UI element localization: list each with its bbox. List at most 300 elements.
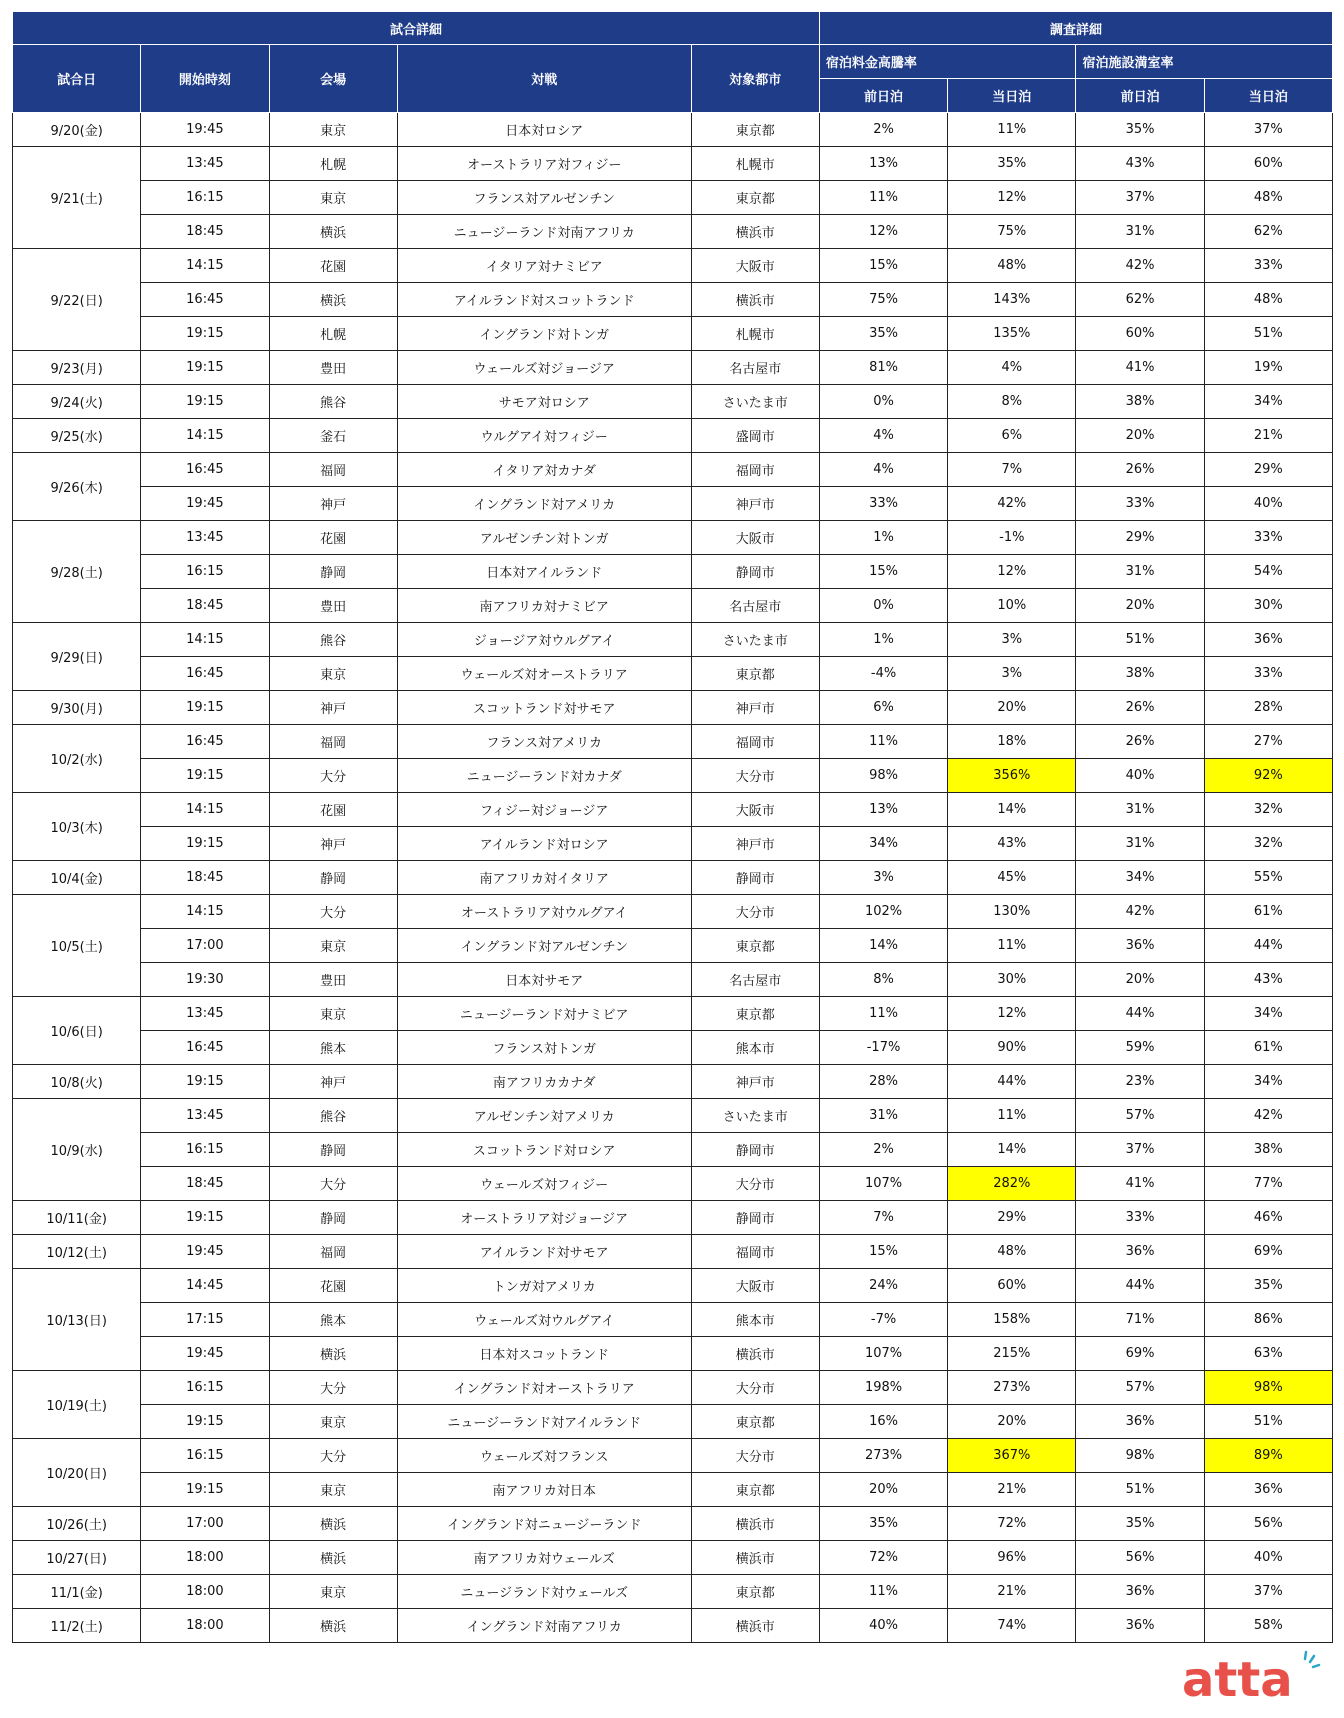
price-prev-cell: 0% [819, 589, 947, 623]
city-cell: 大分市 [691, 1371, 819, 1405]
occupancy-prev-cell: 36% [1076, 1575, 1204, 1609]
venue-cell: 花園 [269, 793, 397, 827]
table-row [13, 1609, 1333, 1643]
city-cell: 大分市 [691, 759, 819, 793]
match-cell: オーストラリア対フィジー [397, 147, 691, 181]
venue-cell: 神戸 [269, 487, 397, 521]
table-row [13, 1031, 1333, 1065]
city-cell: 大阪市 [691, 1269, 819, 1303]
match-cell: アルゼンチン対アメリカ [397, 1099, 691, 1133]
venue-cell: 熊谷 [269, 623, 397, 657]
match-cell: ニュージランド対ウェールズ [397, 1575, 691, 1609]
match-cell: イタリア対ナミビア [397, 249, 691, 283]
match-cell: フランス対トンガ [397, 1031, 691, 1065]
occupancy-same-cell: 37% [1204, 1575, 1332, 1609]
table-row [13, 1371, 1333, 1405]
match-cell: アイルランド対サモア [397, 1235, 691, 1269]
match-cell: 日本対ロシア [397, 113, 691, 147]
occupancy-prev-cell: 43% [1076, 147, 1204, 181]
occupancy-same-cell: 34% [1204, 385, 1332, 419]
occupancy-same-cell: 63% [1204, 1337, 1332, 1371]
occupancy-prev-cell: 42% [1076, 249, 1204, 283]
city-cell: 大阪市 [691, 249, 819, 283]
date-cell: 9/30(月) [13, 691, 141, 725]
start-time-cell: 16:15 [141, 1439, 269, 1473]
venue-cell: 花園 [269, 521, 397, 555]
start-time-cell: 19:15 [141, 1405, 269, 1439]
price-prev-cell: 15% [819, 1235, 947, 1269]
occupancy-same-cell: 21% [1204, 419, 1332, 453]
city-cell: 福岡市 [691, 1235, 819, 1269]
date-cell: 10/3(木) [13, 793, 141, 861]
price-same-cell: 3% [948, 623, 1076, 657]
price-same-cell: 45% [948, 861, 1076, 895]
start-time-cell: 14:15 [141, 623, 269, 657]
price-prev-cell: 31% [819, 1099, 947, 1133]
price-same-cell: 48% [948, 249, 1076, 283]
occupancy-prev-cell: 51% [1076, 1473, 1204, 1507]
city-cell: 神戸市 [691, 487, 819, 521]
price-prev-cell: 11% [819, 725, 947, 759]
price-same-cell: 12% [948, 997, 1076, 1031]
price-same-cell: 158% [948, 1303, 1076, 1337]
occupancy-same-cell: 89% [1204, 1439, 1332, 1473]
venue-cell: 大分 [269, 1439, 397, 1473]
occupancy-prev-cell: 69% [1076, 1337, 1204, 1371]
start-time-cell: 16:15 [141, 181, 269, 215]
occupancy-prev-cell: 60% [1076, 317, 1204, 351]
venue-cell: 東京 [269, 1405, 397, 1439]
price-prev-cell: 12% [819, 215, 947, 249]
city-cell: 神戸市 [691, 691, 819, 725]
table-row [13, 181, 1333, 215]
occupancy-prev-cell: 38% [1076, 657, 1204, 691]
occupancy-prev-cell: 71% [1076, 1303, 1204, 1337]
table-row [13, 725, 1333, 759]
match-cell: ウェールズ対フランス [397, 1439, 691, 1473]
price-prev-cell: 1% [819, 623, 947, 657]
date-cell: 9/24(火) [13, 385, 141, 419]
date-cell: 10/8(火) [13, 1065, 141, 1099]
occupancy-prev-cell: 51% [1076, 623, 1204, 657]
price-prev-cell: 1% [819, 521, 947, 555]
occupancy-prev-cell: 34% [1076, 861, 1204, 895]
col-match: 対戦 [397, 45, 691, 113]
price-same-cell: 215% [948, 1337, 1076, 1371]
occupancy-prev-cell: 42% [1076, 895, 1204, 929]
match-cell: ウェールズ対ウルグアイ [397, 1303, 691, 1337]
date-cell: 10/13(日) [13, 1269, 141, 1371]
city-cell: 大分市 [691, 1167, 819, 1201]
price-same-cell: 12% [948, 181, 1076, 215]
match-cell: 日本対サモア [397, 963, 691, 997]
match-cell: ウェールズ対オーストラリア [397, 657, 691, 691]
occupancy-prev-cell: 35% [1076, 1507, 1204, 1541]
occupancy-same-cell: 60% [1204, 147, 1332, 181]
occupancy-prev-cell: 38% [1076, 385, 1204, 419]
price-same-cell: 12% [948, 555, 1076, 589]
venue-cell: 横浜 [269, 215, 397, 249]
city-cell: 盛岡市 [691, 419, 819, 453]
table-row [13, 1473, 1333, 1507]
price-same-cell: 7% [948, 453, 1076, 487]
start-time-cell: 19:15 [141, 691, 269, 725]
group-price-rate: 宿泊料金高騰率 [819, 45, 1076, 79]
price-prev-cell: 35% [819, 317, 947, 351]
price-prev-cell: 4% [819, 453, 947, 487]
price-prev-cell: 4% [819, 419, 947, 453]
price-prev-cell: -17% [819, 1031, 947, 1065]
occupancy-prev-cell: 31% [1076, 215, 1204, 249]
start-time-cell: 17:00 [141, 1507, 269, 1541]
table-row [13, 317, 1333, 351]
date-cell: 9/21(土) [13, 147, 141, 249]
table-row [13, 1405, 1333, 1439]
occupancy-prev-cell: 33% [1076, 1201, 1204, 1235]
occupancy-same-cell: 58% [1204, 1609, 1332, 1643]
venue-cell: 熊谷 [269, 385, 397, 419]
start-time-cell: 16:45 [141, 283, 269, 317]
price-prev-cell: 2% [819, 113, 947, 147]
venue-cell: 大分 [269, 1167, 397, 1201]
city-cell: 名古屋市 [691, 963, 819, 997]
city-cell: 東京都 [691, 181, 819, 215]
date-cell: 9/25(水) [13, 419, 141, 453]
occupancy-same-cell: 54% [1204, 555, 1332, 589]
col-occupancy-same-night: 当日泊 [1204, 79, 1332, 113]
match-cell: オーストラリア対ジョージア [397, 1201, 691, 1235]
date-cell: 10/20(日) [13, 1439, 141, 1507]
table-row [13, 453, 1333, 487]
occupancy-prev-cell: 41% [1076, 351, 1204, 385]
table-row [13, 623, 1333, 657]
occupancy-same-cell: 33% [1204, 657, 1332, 691]
price-same-cell: 367% [948, 1439, 1076, 1473]
city-cell: 横浜市 [691, 1507, 819, 1541]
venue-cell: 大分 [269, 895, 397, 929]
occupancy-same-cell: 34% [1204, 997, 1332, 1031]
group-occupancy-rate: 宿泊施設満室率 [1076, 45, 1333, 79]
start-time-cell: 16:45 [141, 453, 269, 487]
occupancy-prev-cell: 20% [1076, 589, 1204, 623]
occupancy-prev-cell: 35% [1076, 113, 1204, 147]
start-time-cell: 19:45 [141, 1337, 269, 1371]
occupancy-prev-cell: 33% [1076, 487, 1204, 521]
price-prev-cell: 198% [819, 1371, 947, 1405]
table-row [13, 793, 1333, 827]
venue-cell: 静岡 [269, 1133, 397, 1167]
venue-cell: 静岡 [269, 555, 397, 589]
start-time-cell: 18:45 [141, 861, 269, 895]
occupancy-prev-cell: 20% [1076, 419, 1204, 453]
match-cell: スコットランド対ロシア [397, 1133, 691, 1167]
table-row [13, 249, 1333, 283]
occupancy-same-cell: 28% [1204, 691, 1332, 725]
table-row [13, 929, 1333, 963]
match-cell: イングランド対ニュージーランド [397, 1507, 691, 1541]
price-same-cell: 11% [948, 929, 1076, 963]
price-prev-cell: 107% [819, 1167, 947, 1201]
start-time-cell: 19:45 [141, 113, 269, 147]
match-cell: アルゼンチン対トンガ [397, 521, 691, 555]
occupancy-prev-cell: 31% [1076, 827, 1204, 861]
group-match-details: 試合詳細 [13, 12, 820, 45]
price-prev-cell: 11% [819, 181, 947, 215]
start-time-cell: 18:00 [141, 1541, 269, 1575]
city-cell: 東京都 [691, 997, 819, 1031]
occupancy-prev-cell: 59% [1076, 1031, 1204, 1065]
price-same-cell: 8% [948, 385, 1076, 419]
city-cell: 東京都 [691, 657, 819, 691]
start-time-cell: 14:15 [141, 793, 269, 827]
table-row [13, 147, 1333, 181]
match-cell: イングランド対アルゼンチン [397, 929, 691, 963]
table-body [13, 113, 1333, 1643]
table-row [13, 759, 1333, 793]
price-same-cell: 29% [948, 1201, 1076, 1235]
match-cell: 日本対アイルランド [397, 555, 691, 589]
city-cell: 神戸市 [691, 1065, 819, 1099]
table-row [13, 1269, 1333, 1303]
date-cell: 9/26(木) [13, 453, 141, 521]
city-cell: 静岡市 [691, 555, 819, 589]
price-prev-cell: 14% [819, 929, 947, 963]
table-row [13, 589, 1333, 623]
occupancy-prev-cell: 41% [1076, 1167, 1204, 1201]
price-same-cell: 3% [948, 657, 1076, 691]
table-row [13, 385, 1333, 419]
table-row [13, 113, 1333, 147]
city-cell: 静岡市 [691, 861, 819, 895]
occupancy-same-cell: 29% [1204, 453, 1332, 487]
occupancy-prev-cell: 37% [1076, 1133, 1204, 1167]
occupancy-same-cell: 40% [1204, 1541, 1332, 1575]
venue-cell: 大分 [269, 1371, 397, 1405]
table-row [13, 555, 1333, 589]
city-cell: 東京都 [691, 1575, 819, 1609]
table-row [13, 1439, 1333, 1473]
table-row [13, 963, 1333, 997]
start-time-cell: 17:00 [141, 929, 269, 963]
table-row [13, 1133, 1333, 1167]
city-cell: 大阪市 [691, 521, 819, 555]
occupancy-same-cell: 92% [1204, 759, 1332, 793]
occupancy-same-cell: 62% [1204, 215, 1332, 249]
table-row [13, 997, 1333, 1031]
occupancy-same-cell: 61% [1204, 895, 1332, 929]
occupancy-same-cell: 42% [1204, 1099, 1332, 1133]
occupancy-same-cell: 77% [1204, 1167, 1332, 1201]
price-prev-cell: 15% [819, 555, 947, 589]
venue-cell: 札幌 [269, 147, 397, 181]
venue-cell: 神戸 [269, 1065, 397, 1099]
occupancy-same-cell: 37% [1204, 113, 1332, 147]
start-time-cell: 19:15 [141, 351, 269, 385]
logo-accent-marks [1305, 1652, 1319, 1667]
table-row [13, 861, 1333, 895]
start-time-cell: 19:15 [141, 1201, 269, 1235]
start-time-cell: 16:15 [141, 555, 269, 589]
city-cell: 静岡市 [691, 1133, 819, 1167]
venue-cell: 豊田 [269, 351, 397, 385]
col-date: 試合日 [13, 45, 141, 113]
occupancy-prev-cell: 26% [1076, 453, 1204, 487]
table-row [13, 351, 1333, 385]
price-prev-cell: 102% [819, 895, 947, 929]
price-same-cell: 75% [948, 215, 1076, 249]
start-time-cell: 14:15 [141, 419, 269, 453]
occupancy-prev-cell: 62% [1076, 283, 1204, 317]
start-time-cell: 13:45 [141, 521, 269, 555]
start-time-cell: 17:15 [141, 1303, 269, 1337]
match-cell: ニュージーランド対ナミビア [397, 997, 691, 1031]
start-time-cell: 19:15 [141, 385, 269, 419]
date-cell: 10/5(土) [13, 895, 141, 997]
price-same-cell: 20% [948, 691, 1076, 725]
price-prev-cell: -7% [819, 1303, 947, 1337]
city-cell: 横浜市 [691, 1337, 819, 1371]
price-prev-cell: -4% [819, 657, 947, 691]
match-cell: トンガ対アメリカ [397, 1269, 691, 1303]
price-prev-cell: 34% [819, 827, 947, 861]
price-prev-cell: 81% [819, 351, 947, 385]
table-row [13, 283, 1333, 317]
occupancy-prev-cell: 36% [1076, 1405, 1204, 1439]
occupancy-same-cell: 51% [1204, 1405, 1332, 1439]
table-row [13, 827, 1333, 861]
occupancy-same-cell: 32% [1204, 827, 1332, 861]
price-same-cell: 72% [948, 1507, 1076, 1541]
start-time-cell: 16:15 [141, 1133, 269, 1167]
city-cell: 大分市 [691, 895, 819, 929]
table-row [13, 1235, 1333, 1269]
price-prev-cell: 107% [819, 1337, 947, 1371]
table-row [13, 1099, 1333, 1133]
city-cell: 名古屋市 [691, 351, 819, 385]
price-prev-cell: 35% [819, 1507, 947, 1541]
date-cell: 9/20(金) [13, 113, 141, 147]
city-cell: 横浜市 [691, 283, 819, 317]
occupancy-same-cell: 38% [1204, 1133, 1332, 1167]
city-cell: 横浜市 [691, 215, 819, 249]
table-row [13, 521, 1333, 555]
price-prev-cell: 72% [819, 1541, 947, 1575]
table-row [13, 691, 1333, 725]
match-cell: ウルグアイ対フィジー [397, 419, 691, 453]
start-time-cell: 18:00 [141, 1575, 269, 1609]
price-same-cell: 135% [948, 317, 1076, 351]
venue-cell: 花園 [269, 1269, 397, 1303]
venue-cell: 福岡 [269, 1235, 397, 1269]
table-header [13, 12, 1333, 113]
price-same-cell: 43% [948, 827, 1076, 861]
price-same-cell: 4% [948, 351, 1076, 385]
city-cell: 札幌市 [691, 317, 819, 351]
price-prev-cell: 33% [819, 487, 947, 521]
occupancy-same-cell: 61% [1204, 1031, 1332, 1065]
match-cell: ジョージア対ウルグアイ [397, 623, 691, 657]
venue-cell: 東京 [269, 181, 397, 215]
table-row [13, 1541, 1333, 1575]
price-prev-cell: 40% [819, 1609, 947, 1643]
occupancy-prev-cell: 29% [1076, 521, 1204, 555]
start-time-cell: 19:45 [141, 1235, 269, 1269]
price-prev-cell: 98% [819, 759, 947, 793]
start-time-cell: 16:45 [141, 657, 269, 691]
match-cell: ニュージーランド対南アフリカ [397, 215, 691, 249]
venue-cell: 横浜 [269, 1507, 397, 1541]
match-cell: サモア対ロシア [397, 385, 691, 419]
occupancy-same-cell: 69% [1204, 1235, 1332, 1269]
occupancy-same-cell: 98% [1204, 1371, 1332, 1405]
price-same-cell: 90% [948, 1031, 1076, 1065]
start-time-cell: 19:15 [141, 317, 269, 351]
price-same-cell: 44% [948, 1065, 1076, 1099]
occupancy-prev-cell: 44% [1076, 997, 1204, 1031]
city-cell: 札幌市 [691, 147, 819, 181]
occupancy-prev-cell: 36% [1076, 929, 1204, 963]
city-cell: 福岡市 [691, 453, 819, 487]
atta-logo [1178, 1646, 1328, 1706]
venue-cell: 東京 [269, 929, 397, 963]
venue-cell: 福岡 [269, 725, 397, 759]
venue-cell: 豊田 [269, 963, 397, 997]
price-prev-cell: 20% [819, 1473, 947, 1507]
venue-cell: 花園 [269, 249, 397, 283]
price-prev-cell: 28% [819, 1065, 947, 1099]
col-price-prev-night: 前日泊 [819, 79, 947, 113]
match-cell: ニュージーランド対アイルランド [397, 1405, 691, 1439]
match-cell: オーストラリア対ウルグアイ [397, 895, 691, 929]
occupancy-same-cell: 19% [1204, 351, 1332, 385]
start-time-cell: 14:45 [141, 1269, 269, 1303]
price-same-cell: 11% [948, 113, 1076, 147]
price-same-cell: 10% [948, 589, 1076, 623]
match-cell: 南アフリカ対イタリア [397, 861, 691, 895]
start-time-cell: 18:00 [141, 1609, 269, 1643]
start-time-cell: 19:30 [141, 963, 269, 997]
date-cell: 10/2(水) [13, 725, 141, 793]
col-city: 対象都市 [691, 45, 819, 113]
table-row [13, 895, 1333, 929]
start-time-cell: 18:45 [141, 589, 269, 623]
venue-cell: 横浜 [269, 1541, 397, 1575]
occupancy-prev-cell: 37% [1076, 181, 1204, 215]
match-cell: 日本対スコットランド [397, 1337, 691, 1371]
match-cell: イタリア対カナダ [397, 453, 691, 487]
venue-cell: 静岡 [269, 1201, 397, 1235]
price-same-cell: 356% [948, 759, 1076, 793]
occupancy-prev-cell: 44% [1076, 1269, 1204, 1303]
start-time-cell: 16:15 [141, 1371, 269, 1405]
occupancy-prev-cell: 40% [1076, 759, 1204, 793]
price-prev-cell: 13% [819, 147, 947, 181]
occupancy-same-cell: 27% [1204, 725, 1332, 759]
city-cell: 東京都 [691, 929, 819, 963]
price-same-cell: 143% [948, 283, 1076, 317]
start-time-cell: 13:45 [141, 1099, 269, 1133]
price-prev-cell: 7% [819, 1201, 947, 1235]
match-cell: スコットランド対サモア [397, 691, 691, 725]
price-prev-cell: 11% [819, 997, 947, 1031]
date-cell: 11/1(金) [13, 1575, 141, 1609]
occupancy-same-cell: 44% [1204, 929, 1332, 963]
price-prev-cell: 13% [819, 793, 947, 827]
venue-cell: 熊本 [269, 1303, 397, 1337]
city-cell: 東京都 [691, 1473, 819, 1507]
match-cell: フランス対アルゼンチン [397, 181, 691, 215]
table-row [13, 1201, 1333, 1235]
